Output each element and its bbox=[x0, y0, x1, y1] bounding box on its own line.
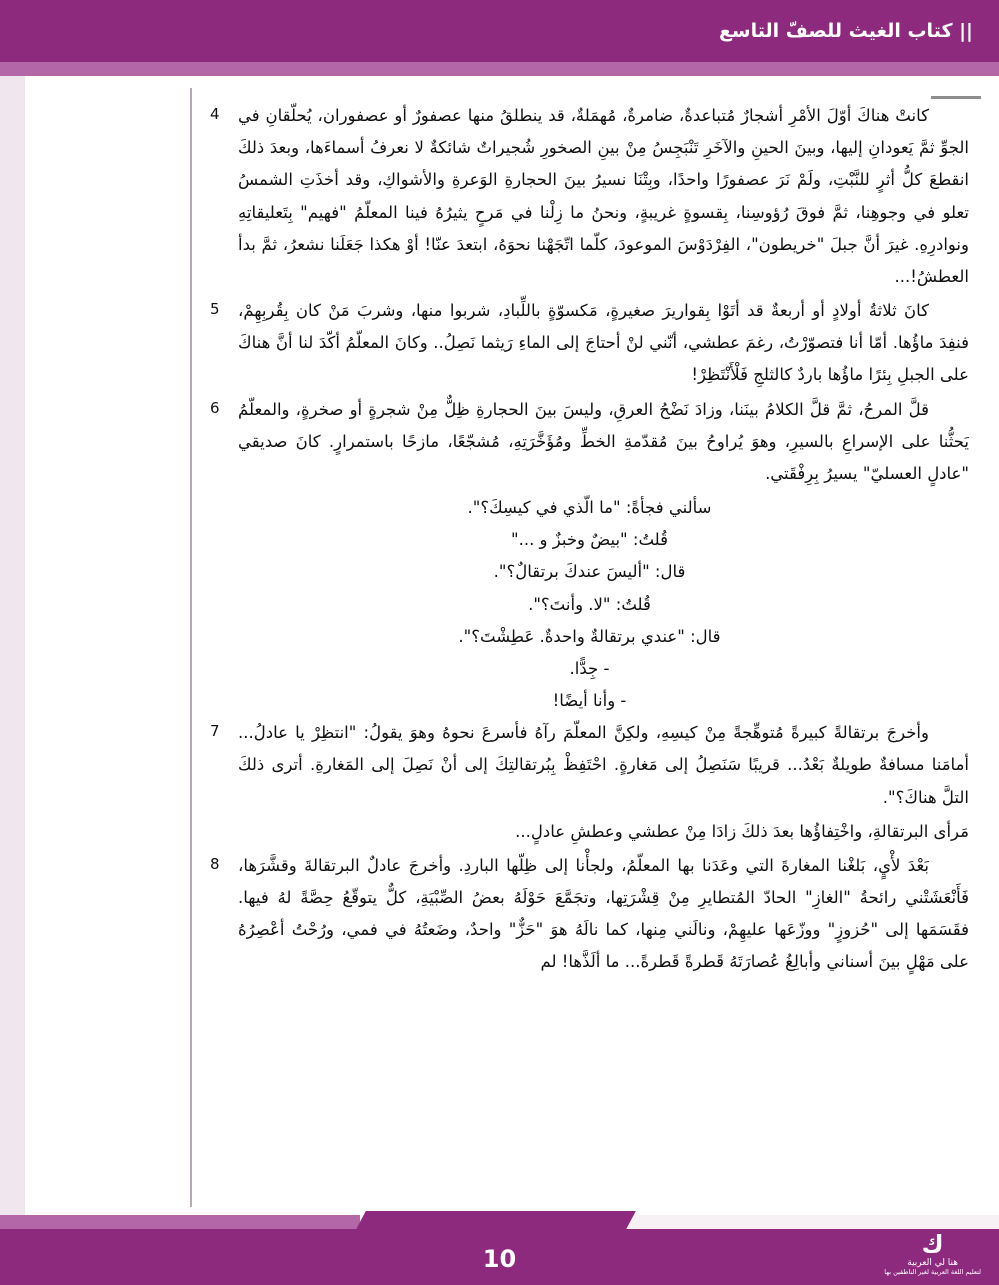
margin-rule bbox=[190, 88, 192, 1207]
paragraph-number-5: 5 bbox=[210, 300, 220, 319]
publisher-logo bbox=[884, 1229, 981, 1277]
dialogue-line-1: سألني فجأةً: "ما الّذي في كيسِكَ؟". bbox=[467, 498, 712, 518]
page-header bbox=[0, 0, 999, 62]
reading-passage bbox=[210, 100, 969, 981]
paragraph-7 bbox=[210, 717, 969, 814]
paragraph-6 bbox=[210, 394, 969, 491]
paragraph-number-4: 4 bbox=[210, 105, 220, 123]
paragraph-4 bbox=[210, 100, 969, 293]
paragraph-7-text: وأخرجَ برتقالةً كبيرةً مُتوهِّجةً مِنْ كيسِهِ، ولكِنَّ المعلّمَ رآهُ فأسرعَ نحوهُ وهوَ يقولُ: "انتظِرْ يا عادلُ... أمامَنا مسافةٌ طويلةٌ بَعْدُ... قريبًا سَنَصِلُ إلى مَغارةٍ. احْتَفِظْ بِبُرتقالتِكَ إلى أنْ نَصِلَ إلى المَغارةِ. أترى ذلكَ التلَّ هناكَ؟". bbox=[238, 723, 969, 807]
page-footer bbox=[0, 1215, 999, 1285]
book-title: || كتاب الغيث للصفّ التاسع bbox=[718, 20, 973, 42]
paragraph-number-6: 6 bbox=[210, 398, 220, 417]
dialogue-line-7: - وأنا أيضًا! bbox=[552, 691, 627, 711]
logo-mark-icon: ك bbox=[921, 1229, 944, 1258]
closing-line: مَرأى البرتقالةِ، واخْتِفاؤُها بعدَ ذلكَ زادَا مِنْ عطشي وعطشِ عادلٍ... bbox=[515, 821, 969, 841]
top-right-rule bbox=[931, 96, 981, 99]
paragraph-number-8: 8 bbox=[210, 854, 220, 873]
paragraph-5-text: كانَ ثلاثةُ أولادٍ أو أربعةٌ قد أتَوْا بِقواريرَ صغيرةٍ، مَكسوّةٍ باللِّبادِ، شربوا منها، وشربَ مَنْ كان بِقُربِهِمْ، فنفِدَ ماؤُها. أمّا أنا فتصوّرْتُ، رغمَ عطشي، أنّني لنْ أحتاجَ إلى الماءِ رَيثما نَصِلُ.. وكانَ المعلّمُ أكّدَ لنا أنَّ هناكَ على الجبلِ بِئرًا ماؤُها باردٌ كالثلجِ فَلْأَنْتَظِرْ! bbox=[238, 301, 969, 385]
paragraph-4-text: كانتْ هناكَ أوّلَ الأمْرِ أشجارٌ مُتباعدةٌ، ضامرةٌ، مُهمَلةٌ، قد ينطلقُ منها عصفورٌ أو عصفوران، يُحلّقانِ في الجوِّ ثمَّ يَعودانِ إليها، وبينَ الحينِ والآخَرِ تَنْبَجِسُ مِنْ بينِ الصخورِ شُجيراتٌ شائكةٌ لا نعرفُ أسماءَها، وبعدَ ذلكَ انقطعَ كلُّ أثرٍ للنَّبْتِ، ولَمْ نَرَ عصفورًا واحدًا، وبِتْنَا نسيرُ بينَ الحجارةِ الوَعرةِ والأشواكِ، وقد أخذَتِ الشمسُ تعلو في وجوهِنا، ثمَّ فوقَ رُؤوسِنا، بِقسوةٍ غريبةٍ، ونحنُ ما زِلْنا في مَرحٍ يثيرُهُ فينا المعلّمُ "فهيم" بِتَعليقاتِهِ ونوادرِهِ. غيرَ أنَّ جبلَ "خريطون"، الفِرْدَوْسَ الموعودَ، كلّما اتّجَهْنا نحوَهُ، ابتعدَ عنّا! أوْ هكذا جَعَلَنا نشعرُ، ثمَّ بدأ العطشُ!... bbox=[238, 106, 969, 286]
paragraph-5 bbox=[210, 295, 969, 392]
logo-subtitle: لتعليم اللغة العربية لغير الناطقين بها bbox=[884, 1268, 981, 1277]
page-number: 10 bbox=[482, 1245, 517, 1273]
paragraph-6-text: قلَّ المرحُ، ثمَّ قلَّ الكلامُ بينَنا، وزادَ نَضْحُ العرقِ، وليسَ بينَ الحجارةِ ظِلٌّ مِنْ شجرةٍ أو صخرةٍ، والمعلّمُ يَحثُّنا على الإسراعِ بالسيرِ، وهوَ يُراوحُ بينَ مُقدّمةِ الخطِّ ومُؤَخَّرَتِهِ، مُشجّعًا، مازحًا باستمرارٍ. كانَ صديقي "عادلٍ العسليّ" يسيرُ بِرِفْقَتي. bbox=[238, 399, 969, 483]
paragraph-8 bbox=[210, 850, 969, 979]
dialogue-line-5: قال: "عندي برتقالةٌ واحدةٌ. عَطِشْتَ؟". bbox=[458, 626, 721, 646]
paragraph-number-7: 7 bbox=[210, 722, 220, 741]
dialogue-line-6: - جِدًّا. bbox=[569, 658, 610, 678]
paragraph-8-text: بَعْدَ لأْيٍ، بَلغْنا المغارةَ التي وعَدَنا بها المعلّمُ، ولجأْنا إلى ظِلّها الباردِ. وأخرجَ عادلٌ البرتقالةَ وقشَّرَها، فَأَنْعَشَتْني رائحةُ "الغازِ" الحادّ المُتطايرِ مِنْ قِشْرَتِها، وتجَمَّعَ حَوْلَهُ بعضُ الصِّبْيَةِ، كلٌّ يتوقّعُ حِصَّةً لهُ فيها. فقَسَمَها إلى "حُزوزٍ" ووزّعَها عليهِمْ، ونالَني مِنها، كما نالَهُ هوَ "حَزٌّ" واحدٌ، وضَعتُهُ في فمي، ورُحْتُ أعْصِرُهُ على مَهْلٍ بينَ أسناني وأبالِغُ عُصارَتَهُ قَطرةً قَطرةً... ما ألَذَّها! لم bbox=[238, 855, 969, 972]
header-accent-bar bbox=[0, 62, 999, 76]
dialogue-line-4: قُلتُ: "لا. وأنتَ؟". bbox=[528, 594, 651, 614]
dialogue-line-2: قُلتُ: "بيضٌ وخبزٌ و ..." bbox=[510, 530, 668, 550]
logo-text: هنا لي العربية bbox=[907, 1257, 959, 1268]
left-margin-strip bbox=[0, 76, 25, 1215]
dialogue-line-3: قال: "أليسَ عندكَ برتقالٌ؟". bbox=[493, 562, 686, 582]
footer-accent-bar bbox=[0, 1215, 360, 1229]
